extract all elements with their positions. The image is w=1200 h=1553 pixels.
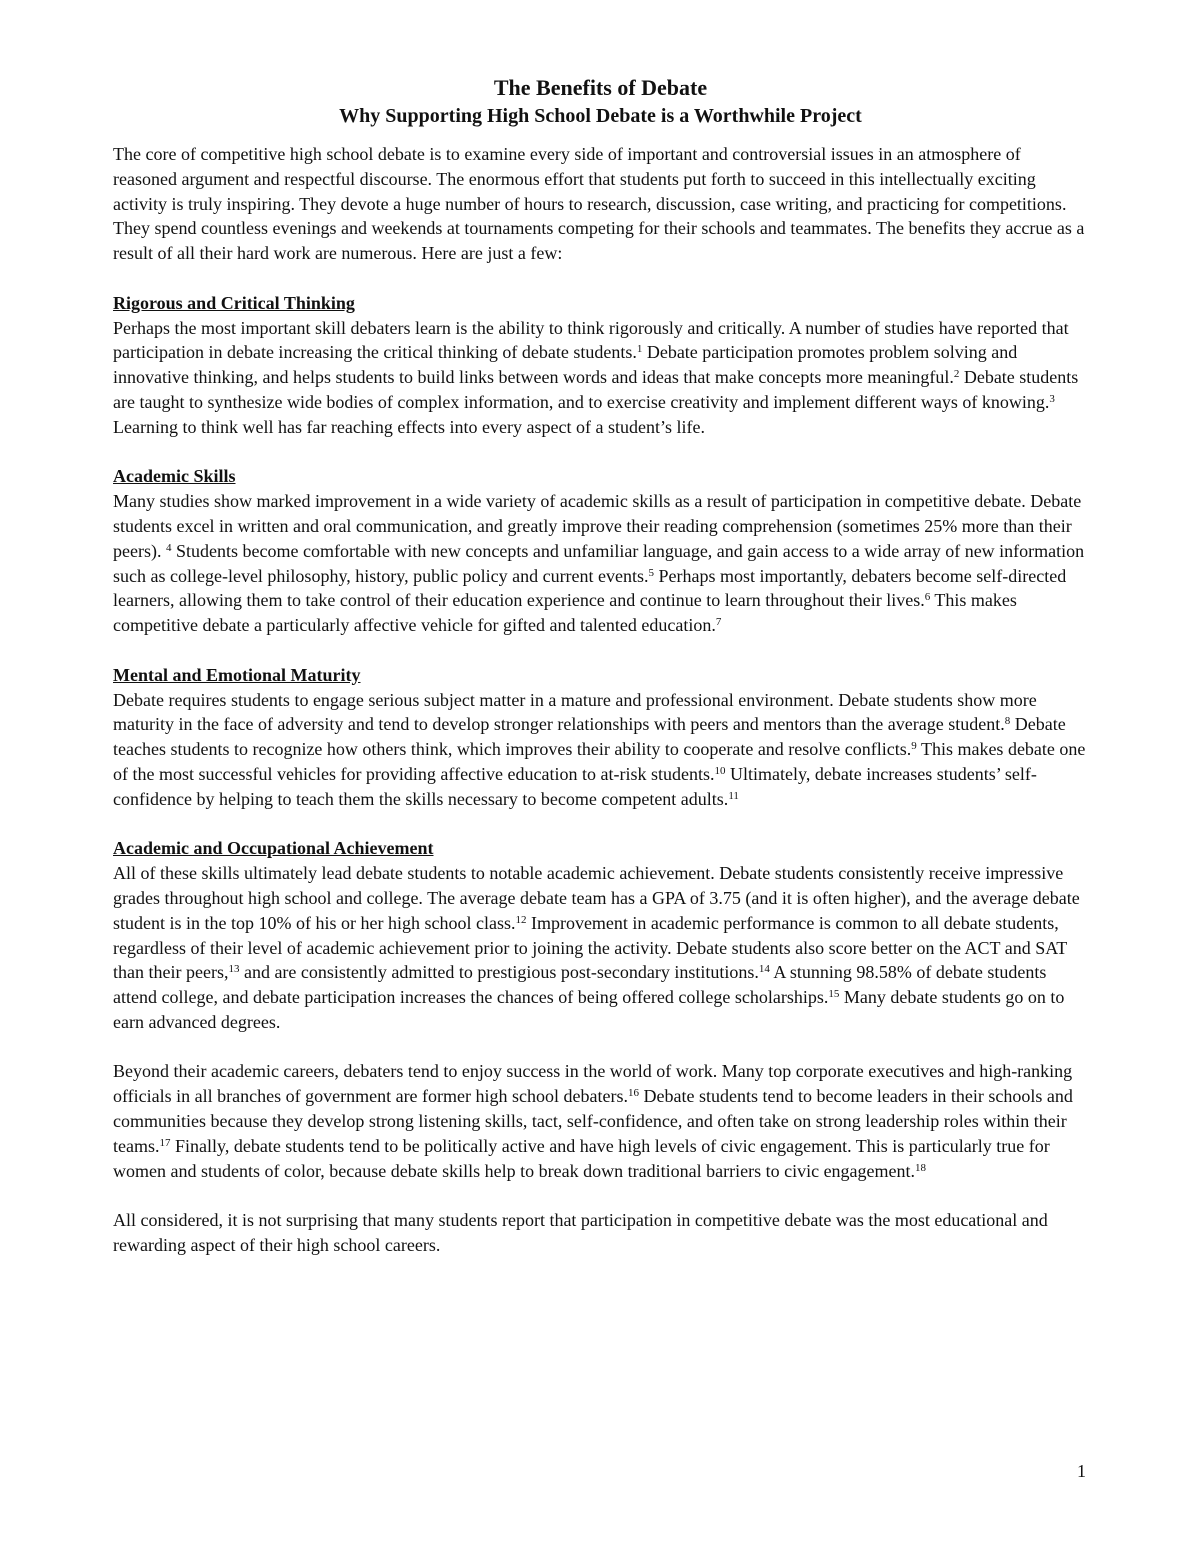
footnote-ref: 12 [515,913,527,926]
document-title: The Benefits of Debate [493,75,708,100]
section-academic-skills [113,464,1088,638]
footnote-ref: 16 [628,1087,639,1100]
footnote-ref: 14 [758,963,770,976]
section-body-continuation: Beyond their academic careers, debaters tend to enjoy success in the world of work. Many top corporate executives and high-ranking officials in all branches of government are former high school debaters.$^{16}$ Debate students tend to become leaders in their schools and communities because they develop strong listening skills, tact, self-confidence, and often take on strong leadership roles within their teams.$^{17}$ Finally, debate students tend to be politically active and have high levels of civic engagement. This is particularly true for women and students of color, because debate skills help to break down traditional barriers to civic engagement.$^{18}$ [113,1061,1073,1181]
section-heading: Academic Skills [113,466,236,487]
footnote-ref: 7 [715,616,722,629]
section-heading: Rigorous and Critical Thinking [113,292,355,313]
document-page [113,74,1088,1283]
footnote-ref: 1 [636,343,643,356]
document-subtitle: Why Supporting High School Debate is a Worthwhile Project [339,105,862,127]
section-body: Perhaps the most important skill debaters learn is the ability to think rigorously and critically. A number of studies have reported that participation in debate increasing the critical thinking of debate students.$^1$ Debate participation promotes problem solving and innovative thinking, and helps students to build links between words and ideas that make concepts more meaningful.$^2$ Debate students are taught to synthesize wide bodies of complex information, and to exercise creativity and implement different ways of knowing.$^3$ Learning to think well has far reaching effects into every aspect of a student’s life. [113,317,1079,437]
footnote-ref: 10 [714,764,726,777]
section-rigorous-thinking [113,291,1088,440]
section-body: Debate requires students to engage serious subject matter in a mature and professional environment. Debate students show more maturity in the face of adversity and tend to develop stronger relationships with peers and mentors than the average student.$^8$ Debate teaches students to recognize how others think, which improves their ability to cooperate and resolve conflicts.$^9$ This makes debate one of the most successful vehicles for providing affective education to at-risk students.$^{10}$ Ultimately, debate increases students’ self-confidence by helping to teach them the skills necessary to become competent adults.$^{11}$ [113,689,1086,809]
section-body: Many studies show marked improvement in a wide variety of academic skills as a result of participation in competitive debate. Debate students excel in written and oral communication, and greatly improve their reading comprehension (sometimes 25% more than their peers). $^4$ Students become comfortable with new concepts and unfamiliar language, and gain access to a wide array of new information such as college-level philosophy, history, public policy and current events.$^5$ Perhaps most importantly, debaters become self-directed learners, allowing them to take control of their education experience and continue to learn throughout their lives.$^6$ This makes competitive debate a particularly affective vehicle for gifted and talented education.$^7$ [113,491,1085,636]
intro-paragraph: The core of competitive high school debate is to examine every side of important and controversial issues in an atmosphere of reasoned argument and respectful discourse. The enormous effort that students put forth to succeed in this intellectually exciting activity is truly inspiring. They devote a huge number of hours to research, discussion, case writing, and practicing for competitions. They spend countless evenings and weekends at tournaments competing for their schools and teammates. The benefits they accrue as a result of all their hard work are numerous. Here are just a few: [113,144,1085,264]
page-number: 1 [1077,1461,1086,1481]
footnote-ref: 15 [828,988,840,1001]
section-heading: Mental and Emotional Maturity [113,664,361,685]
section-academic-occupational-achievement [113,836,1088,1183]
footnote-ref: 2 [953,368,960,381]
footnote-ref: 4 [165,541,172,554]
section-body: All of these skills ultimately lead debate students to notable academic achievement. Debate students consistently receive impressive grades throughout high school and college. The average debate team has a GPA of 3.75 (and it is often higher), and the average debate student is in the top 10% of his or her high school class.$^{12}$ Improvement in academic performance is common to all debate students, regardless of their level of academic achievement prior to joining the activity. Debate students also score better on the ACT and SAT than their peers,$^{13}$ and are consistently admitted to prestigious post-secondary institutions.$^{14}$ A stunning 98.58% of debate students attend college, and debate participation increases the chances of being offered college scholarships.$^{15}$ Many debate students go on to earn advanced degrees. [113,863,1080,1032]
footnote-ref: 3 [1049,392,1055,405]
footnote-ref: 8 [1004,715,1011,728]
footnote-ref: 17 [159,1136,171,1149]
section-heading: Academic and Occupational Achievement [113,838,434,859]
footnote-ref: 5 [648,566,655,579]
footnote-ref: 11 [728,789,739,802]
conclusion-paragraph: All considered, it is not surprising that many students report that participation in competitive debate was the most educational and rewarding aspect of their high school careers. [113,1210,1048,1256]
footnote-ref: 6 [924,591,931,604]
footnote-ref: 13 [228,963,240,976]
footnote-ref: 9 [911,740,917,753]
footnote-ref: 18 [915,1161,927,1174]
section-mental-emotional-maturity [113,663,1088,812]
